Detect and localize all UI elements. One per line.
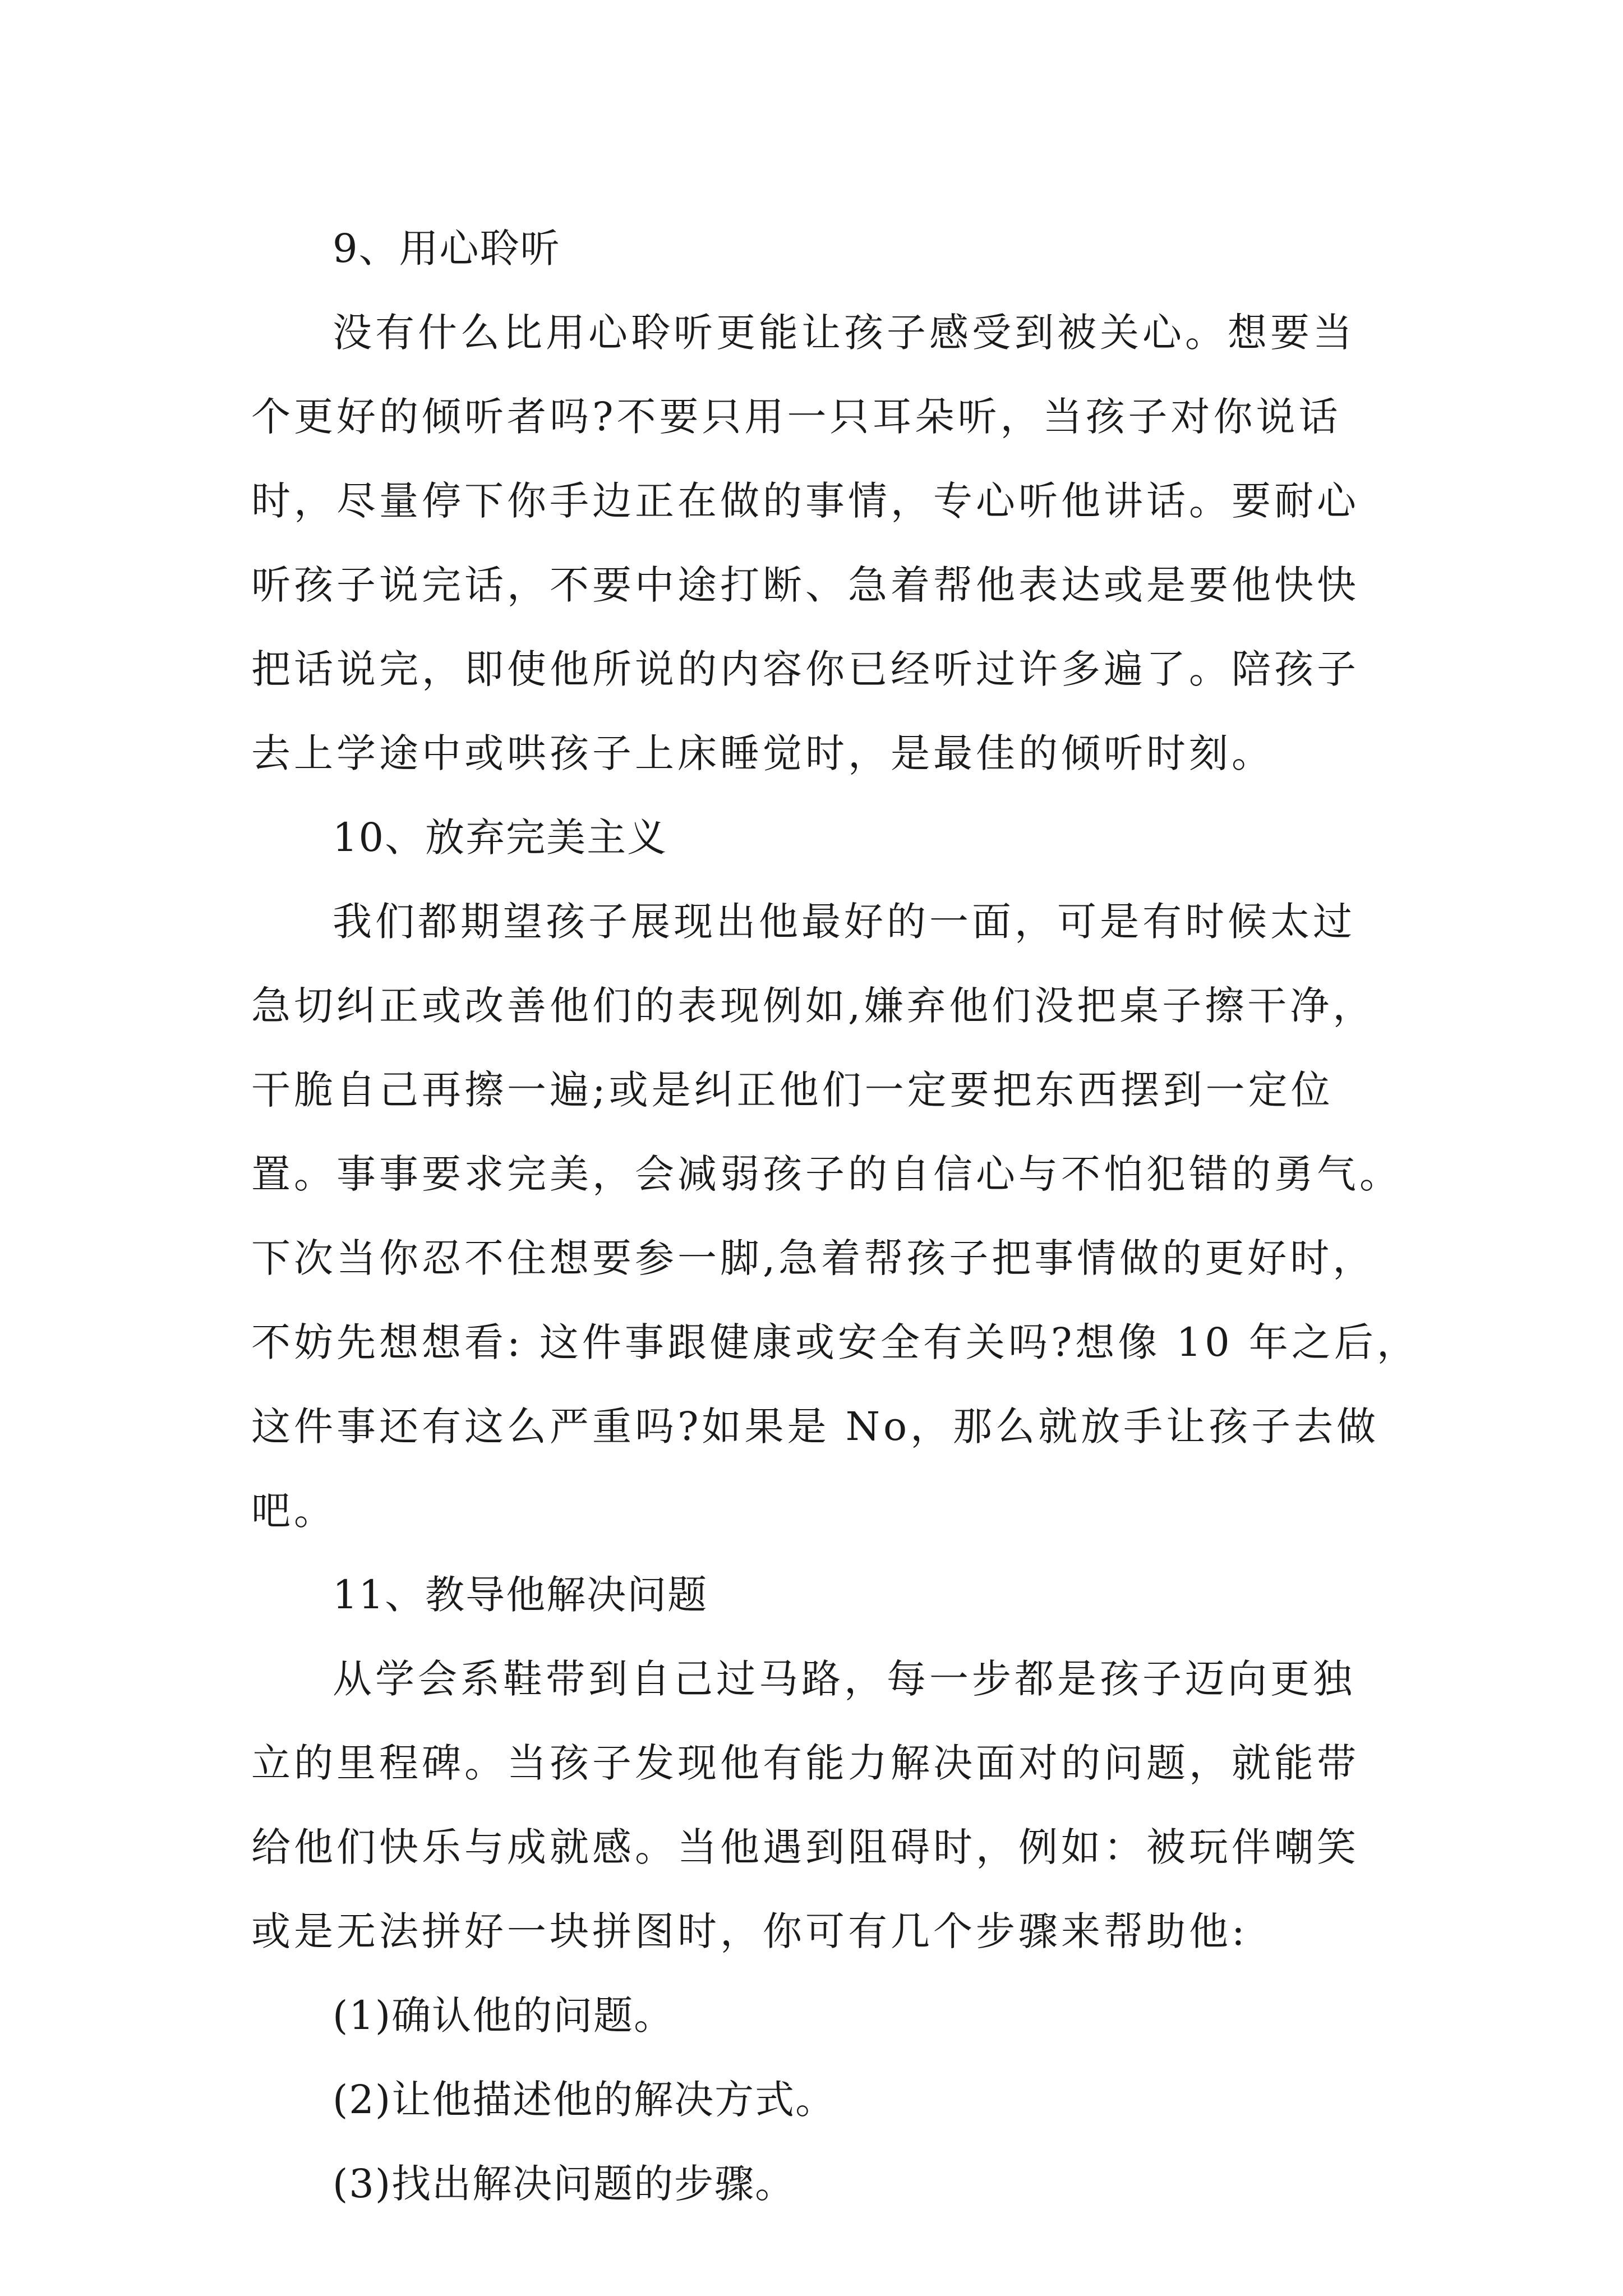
paragraph-line: 去上学途中或哄孩子上床睡觉时，是最佳的倾听时刻。 [251,730,1274,776]
paragraph-line: 从学会系鞋带到自己过马路，每一步都是孩子迈向更独 [333,1656,1355,1702]
section-paragraph [251,880,1419,1553]
paragraph-line: 干脆自己再擦一遍;或是纠正他们一定要把东西摆到一定位 [251,1067,1334,1113]
paragraph-line: 下次当你忍不住想要参一脚,急着帮孩子把事情做的更好时， [251,1235,1376,1281]
section-paragraph [251,1637,1378,1973]
paragraph-line: 急切纠正或改善他们的表现例如,嫌弃他们没把桌子擦干净， [251,983,1376,1029]
step-item: (3)找出解决问题的步骤。 [333,2161,796,2207]
section-heading: 11、教导他解决问题 [333,1572,708,1618]
paragraph-line: 或是无法拼好一块拼图时，你可有几个步骤来帮助他: [251,1908,1248,1954]
paragraph-line: 置。事事要求完美，会减弱孩子的自信心与不怕犯错的勇气。 [251,1151,1402,1197]
paragraph-line: 时，尽量停下你手边正在做的事情，专心听他讲话。要耐心 [251,478,1359,524]
paragraph-line: 个更好的倾听者吗?不要只用一只耳朵听，当孩子对你说话 [251,394,1341,440]
paragraph-line: 给他们快乐与成就感。当他遇到阻碍时，例如：被玩伴嘲笑 [251,1824,1359,1870]
section-heading: 9、用心聆听 [333,226,561,272]
paragraph-line: 不妨先想想看: 这件事跟健康或安全有关吗?想像 10 年之后， [251,1319,1419,1365]
step-item: (1)确认他的问题。 [333,1993,675,2039]
section-paragraph [251,291,1378,795]
document-body [251,206,1419,2226]
paragraph-line: 听孩子说完话，不要中途打断、急着帮他表达或是要他快快 [251,562,1359,608]
step-item: (2)让他描述他的解决方式。 [333,2077,836,2123]
section-heading: 10、放弃完美主义 [333,815,668,861]
paragraph-line: 把话说完，即使他所说的内容你已经听过许多遍了。陪孩子 [251,646,1359,692]
paragraph-line: 没有什么比用心聆听更能让孩子感受到被关心。想要当 [333,310,1355,356]
paragraph-line: 这件事还有这么严重吗?如果是 No，那么就放手让孩子去做 [251,1404,1380,1450]
paragraph-line: 吧。 [251,1488,336,1534]
paragraph-line: 立的里程碑。当孩子发现他有能力解决面对的问题，就能带 [251,1740,1359,1786]
paragraph-line: 我们都期望孩子展现出他最好的一面，可是有时候太过 [333,899,1355,945]
